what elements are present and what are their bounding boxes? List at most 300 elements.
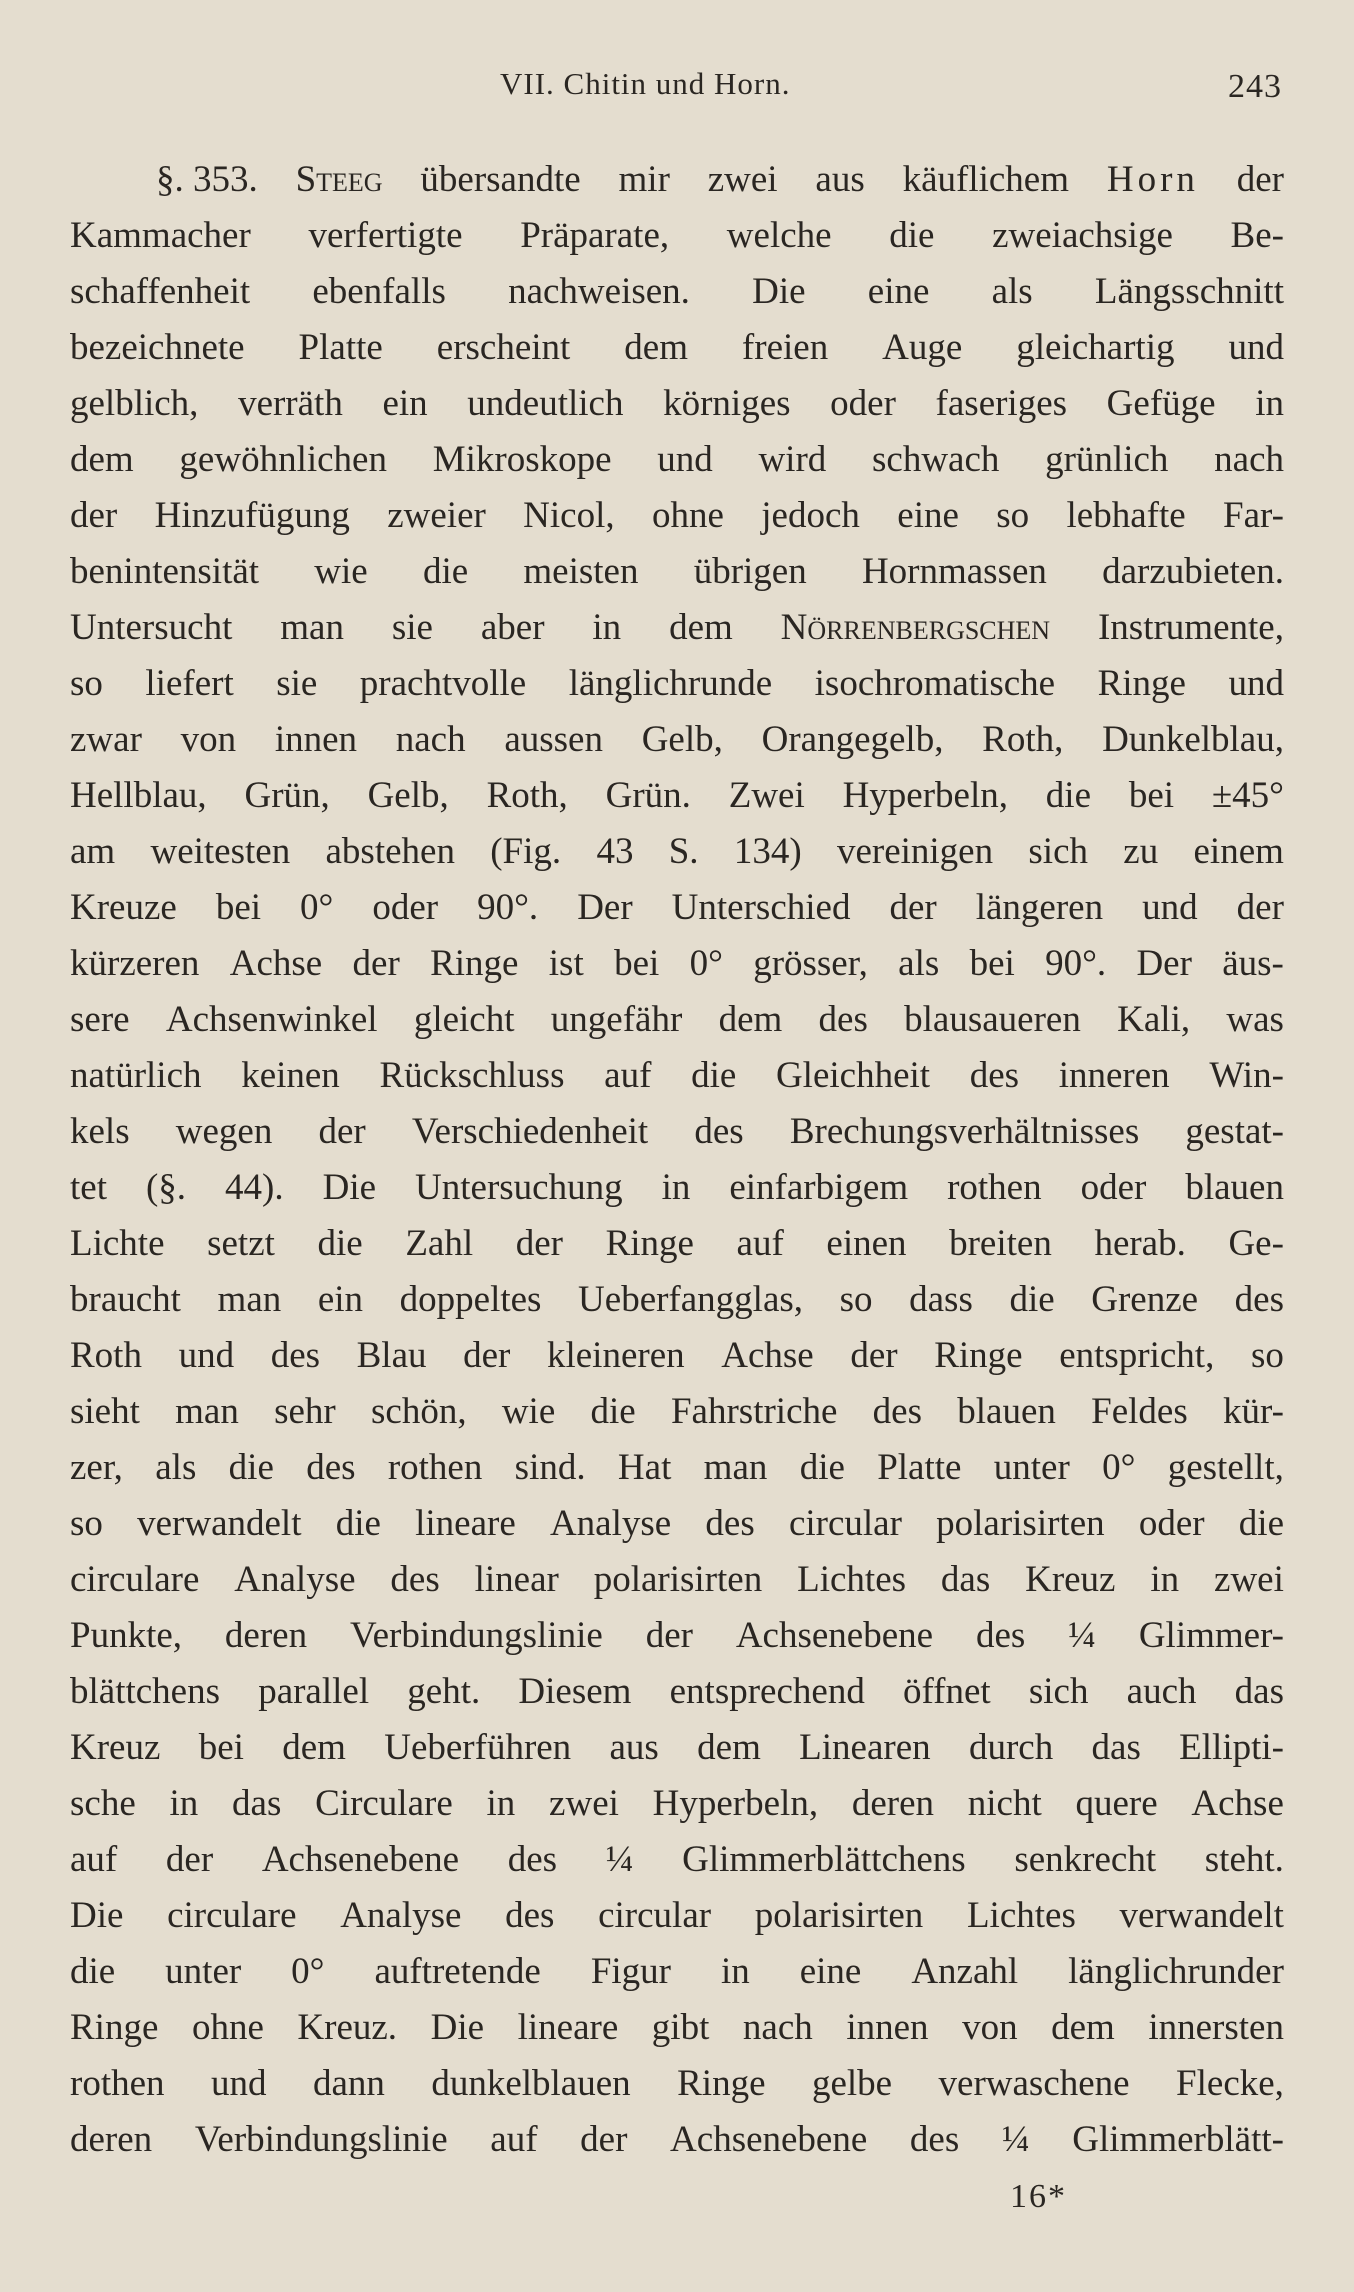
word: senkrecht	[1014, 1839, 1157, 1880]
text-line	[70, 208, 1284, 264]
word: Blau	[356, 1335, 427, 1376]
word: circular	[788, 1503, 902, 1544]
word: aussen	[504, 719, 603, 760]
word: Auge	[882, 327, 963, 368]
word: oder	[1138, 1503, 1205, 1544]
word: und	[657, 439, 713, 480]
word: Ringe	[605, 1223, 694, 1264]
text-line	[70, 1888, 1284, 1944]
word: dem	[718, 999, 783, 1040]
word: auf	[604, 1055, 652, 1096]
word: 0°	[689, 943, 723, 984]
word: circulare	[167, 1895, 297, 1936]
word: Grenze	[1091, 1279, 1199, 1320]
word: geht.	[407, 1671, 481, 1712]
word: die	[1238, 1503, 1284, 1544]
word: des	[705, 1503, 755, 1544]
text-line	[70, 992, 1284, 1048]
word: Dunkelblau,	[1102, 719, 1284, 760]
word: Hinzufügung	[154, 495, 350, 536]
word: das	[1234, 1671, 1284, 1712]
word: Roth,	[982, 719, 1064, 760]
word: Grün,	[244, 775, 330, 816]
text-line	[70, 376, 1284, 432]
word: oder	[830, 383, 896, 424]
word: das	[232, 1783, 282, 1824]
word: circulare	[70, 1559, 200, 1600]
word: wie	[314, 551, 368, 592]
text-line	[70, 824, 1284, 880]
word: Lichte	[70, 1223, 165, 1264]
word: Achsenebene	[735, 1615, 934, 1656]
word: Gleichheit	[775, 1055, 931, 1096]
word: nach	[742, 2007, 813, 2048]
word: dem	[1051, 2007, 1115, 2048]
word: verwandelt	[137, 1503, 302, 1544]
word: zwei	[707, 159, 778, 200]
text-line	[70, 1664, 1284, 1720]
word: lineare	[415, 1503, 516, 1544]
text-line	[70, 1216, 1284, 1272]
word: Punkte,	[70, 1615, 183, 1656]
word: benintensität	[70, 551, 260, 592]
word: als	[991, 271, 1033, 312]
word: und	[1228, 663, 1284, 704]
word: Feldes	[1091, 1391, 1188, 1432]
word: so	[996, 495, 1030, 536]
word: kür-	[1222, 1391, 1284, 1432]
word: rothen	[387, 1447, 483, 1488]
word: schaffenheit	[70, 271, 251, 312]
word: Ringe	[934, 1335, 1023, 1376]
word: man	[280, 607, 344, 648]
word: Be-	[1230, 215, 1284, 256]
word: Linearen	[799, 1727, 931, 1768]
word: die	[70, 1951, 116, 1992]
text-line	[70, 1832, 1284, 1888]
word: Kali,	[1117, 999, 1191, 1040]
word: Untersucht	[70, 607, 233, 648]
word: in	[720, 1951, 750, 1992]
word: der	[850, 1335, 898, 1376]
word: Verbindungslinie	[349, 1615, 603, 1656]
text-line	[70, 1048, 1284, 1104]
word: braucht	[70, 1279, 181, 1320]
text-line	[70, 1160, 1284, 1216]
word: wegen	[175, 1111, 273, 1152]
word: Hat	[617, 1447, 672, 1488]
word: Glimmerblätt-	[1072, 2119, 1284, 2160]
word: innen	[274, 719, 358, 760]
word: der	[352, 943, 400, 984]
word: kels	[70, 1111, 130, 1152]
word: §. 353.	[156, 159, 258, 200]
word: ebenfalls	[312, 271, 446, 312]
word: dem	[624, 327, 688, 368]
word: die	[590, 1391, 636, 1432]
word: eine	[897, 495, 959, 536]
word: gleicht	[413, 999, 515, 1040]
word: wird	[758, 439, 827, 480]
word: schön,	[371, 1391, 467, 1432]
word: Orangegelb,	[761, 719, 944, 760]
word: so	[70, 663, 103, 704]
word: grösser,	[753, 943, 868, 984]
word: sie	[391, 607, 433, 648]
word: sere	[70, 999, 130, 1040]
word: dem	[697, 1727, 761, 1768]
word: Kreuz	[1025, 1559, 1116, 1600]
word: unter	[165, 1951, 242, 1992]
word: übersandte	[420, 159, 581, 200]
text-line	[70, 264, 1284, 320]
word: Präparate,	[520, 215, 670, 256]
word: Achsenebene	[670, 2119, 868, 2160]
word: Unterschied	[671, 887, 851, 928]
word: bei	[215, 887, 262, 928]
word: rothen	[70, 2063, 165, 2104]
word: die	[317, 1223, 363, 1264]
text-line	[70, 1552, 1284, 1608]
word: der	[645, 1615, 693, 1656]
word: Gefüge	[1106, 383, 1216, 424]
word: meisten	[523, 551, 639, 592]
word: Ueberfangglas,	[578, 1279, 804, 1320]
text-line	[70, 768, 1284, 824]
word: einfarbigem	[729, 1167, 909, 1208]
word: in	[486, 1783, 516, 1824]
text-line	[70, 2056, 1284, 2112]
word: das	[940, 1559, 991, 1600]
word: dann	[312, 2063, 385, 2104]
word: auf	[736, 1223, 784, 1264]
word: (Fig.	[490, 831, 562, 872]
word: auf	[490, 2119, 538, 2160]
word: 134)	[733, 831, 802, 872]
word: tet	[70, 1167, 107, 1208]
word: Gelb,	[367, 775, 449, 816]
word: eine	[867, 271, 930, 312]
word: des	[390, 1559, 440, 1600]
word: liefert	[145, 663, 234, 704]
word: prachtvolle	[359, 663, 527, 704]
word: (§.	[145, 1167, 187, 1208]
word: Kreuz.	[297, 2007, 398, 2048]
word: käuflichem	[902, 159, 1070, 200]
word: Ringe	[677, 2063, 766, 2104]
text-line	[70, 936, 1284, 992]
word: Hyperbeln,	[842, 775, 1008, 816]
word: des	[969, 1055, 1020, 1096]
word: breiten	[949, 1223, 1052, 1264]
word: ¼	[605, 1839, 634, 1880]
word: und	[210, 2063, 267, 2104]
word: das	[1091, 1727, 1141, 1768]
word: verräth	[238, 383, 343, 424]
word: körniges	[663, 383, 791, 424]
text-line	[70, 656, 1284, 712]
word: des	[818, 999, 868, 1040]
word: Nicol,	[523, 495, 615, 536]
word: sieht	[70, 1391, 140, 1432]
word: Anzahl	[911, 1951, 1019, 1992]
text-line	[70, 1384, 1284, 1440]
word: S.	[668, 831, 699, 872]
word: abstehen	[325, 831, 455, 872]
word: und	[1228, 327, 1284, 368]
word: der	[318, 1111, 366, 1152]
word: oder	[372, 887, 439, 928]
word: die	[335, 1503, 381, 1544]
word: 0°	[291, 1951, 325, 1992]
word: mir	[618, 159, 670, 200]
word: Der	[1136, 943, 1192, 984]
word: gibt	[651, 2007, 710, 2048]
word: Nörrenbergschen	[780, 607, 1051, 648]
word: Hyperbeln,	[652, 1783, 819, 1824]
word: Horn	[1106, 159, 1199, 200]
word: Ringe	[70, 2007, 159, 2048]
word: einem	[1193, 831, 1284, 872]
word: erscheint	[436, 327, 571, 368]
word: man	[217, 1279, 282, 1320]
word: Achse	[721, 1335, 814, 1376]
text-line	[70, 880, 1284, 936]
text-line	[70, 600, 1284, 656]
word: Ringe	[430, 943, 519, 984]
word: am	[70, 831, 116, 872]
word: des	[507, 1839, 558, 1880]
word: Kreuze	[70, 887, 177, 928]
word: setzt	[207, 1223, 275, 1264]
word: Der	[577, 887, 633, 928]
word: polarisirten	[754, 1895, 924, 1936]
word: circular	[598, 1895, 712, 1936]
word: übrigen	[693, 551, 807, 592]
word: gelbe	[811, 2063, 893, 2104]
word: die	[1045, 775, 1091, 816]
word: des	[975, 1615, 1026, 1656]
word: quere	[1075, 1783, 1158, 1824]
word: nicht	[967, 1783, 1042, 1824]
word: nach	[395, 719, 466, 760]
word: Mikroskope	[432, 439, 612, 480]
word: nach	[1214, 439, 1284, 480]
word: vereinigen	[836, 831, 994, 872]
word: ohne	[191, 2007, 264, 2048]
word: in	[592, 607, 622, 648]
word: länglichrunde	[568, 663, 773, 704]
word: aus	[815, 159, 865, 200]
word: Die	[322, 1167, 377, 1208]
word: Achsenebene	[261, 1839, 460, 1880]
word: als	[155, 1447, 197, 1488]
word: die	[691, 1055, 737, 1096]
word: oder	[1080, 1167, 1147, 1208]
word: ein	[382, 383, 428, 424]
word: rothen	[947, 1167, 1042, 1208]
word: dass	[909, 1279, 973, 1320]
word: zwei	[549, 1783, 619, 1824]
word: Glimmerblättchens	[682, 1839, 966, 1880]
word: keinen	[241, 1055, 340, 1096]
page-number: 243	[1228, 68, 1282, 105]
word: 44).	[225, 1167, 284, 1208]
word: der	[580, 2119, 628, 2160]
word: verwaschene	[938, 2063, 1130, 2104]
word: polarisirten	[936, 1503, 1105, 1544]
word: dem	[282, 1727, 346, 1768]
word: lebhafte	[1066, 495, 1186, 536]
word: isochromatische	[814, 663, 1056, 704]
word: der	[1236, 887, 1284, 928]
word: Ellipti-	[1179, 1727, 1284, 1768]
text-line	[70, 1328, 1284, 1384]
word: Steeg	[295, 159, 383, 200]
word: Die	[70, 1895, 124, 1936]
word: entsprechend	[669, 1671, 865, 1712]
word: blauen	[957, 1391, 1056, 1432]
word: auftretende	[374, 1951, 541, 1992]
word: parallel	[258, 1671, 370, 1712]
text-line	[70, 2112, 1284, 2168]
text-line	[70, 2000, 1284, 2056]
text-line	[70, 1272, 1284, 1328]
word: Verbindungslinie	[194, 2119, 448, 2160]
word: der	[1236, 159, 1284, 200]
word: Instrumente,	[1097, 607, 1284, 648]
word: zwar	[70, 719, 142, 760]
word: so	[839, 1279, 873, 1320]
word: polarisirten	[593, 1559, 763, 1600]
word: sehr	[274, 1391, 336, 1432]
text-line	[70, 152, 1284, 208]
word: Ringe	[1097, 663, 1186, 704]
word: Lichtes	[966, 1895, 1076, 1936]
word: Analyse	[340, 1895, 462, 1936]
signature-mark: 16*	[1010, 2178, 1067, 2215]
word: sich	[1028, 831, 1088, 872]
word: in	[661, 1167, 691, 1208]
word: des	[505, 1895, 555, 1936]
word: kleineren	[546, 1335, 685, 1376]
word: die	[799, 1447, 845, 1488]
word: doppeltes	[399, 1279, 542, 1320]
word: grünlich	[1045, 439, 1169, 480]
word: ungefähr	[550, 999, 683, 1040]
word: zu	[1123, 831, 1159, 872]
word: inneren	[1058, 1055, 1170, 1096]
word: aus	[609, 1727, 659, 1768]
word: in	[1255, 383, 1284, 424]
word: längeren	[975, 887, 1104, 928]
word: faseriges	[935, 383, 1068, 424]
word: schwach	[872, 439, 1000, 480]
text-line	[70, 432, 1284, 488]
word: gewöhnlichen	[179, 439, 387, 480]
word: blauen	[1185, 1167, 1284, 1208]
word: Kreuz	[70, 1727, 161, 1768]
word: der	[515, 1223, 563, 1264]
word: Ueberführen	[384, 1727, 572, 1768]
running-head: VII. Chitin und Horn.	[500, 66, 791, 101]
word: länglichrunder	[1068, 1951, 1284, 1992]
word: Fahrstriche	[670, 1391, 838, 1432]
word: Win-	[1209, 1055, 1284, 1096]
word: verfertigte	[308, 215, 463, 256]
text-line	[70, 712, 1284, 768]
word: sche	[70, 1783, 136, 1824]
word: die	[422, 551, 469, 592]
word: auf	[70, 1839, 118, 1880]
word: Achse	[229, 943, 323, 984]
word: in	[169, 1783, 199, 1824]
word: der	[70, 495, 118, 536]
word: Roth,	[486, 775, 568, 816]
word: und	[1142, 887, 1198, 928]
body-text	[70, 152, 1284, 2168]
text-line	[70, 488, 1284, 544]
text-line	[70, 544, 1284, 600]
word: gestat-	[1185, 1111, 1284, 1152]
word: des	[306, 1447, 356, 1488]
word: ¼	[1001, 2119, 1030, 2160]
word: deren	[70, 2119, 153, 2160]
word: bei	[614, 943, 660, 984]
word: gelblich,	[70, 383, 199, 424]
word: unter	[993, 1447, 1070, 1488]
word: Diesem	[518, 1671, 632, 1712]
word: Längsschnitt	[1094, 271, 1284, 312]
word: natürlich	[70, 1055, 202, 1096]
word: lineare	[517, 2007, 619, 2048]
word: des	[694, 1111, 744, 1152]
word: Hornmassen	[861, 551, 1047, 592]
word: durch	[968, 1727, 1054, 1768]
word: zweier	[387, 495, 486, 536]
word: auch	[1126, 1671, 1197, 1712]
word: blättchens	[70, 1671, 221, 1712]
word: sich	[1028, 1671, 1089, 1712]
word: ohne	[651, 495, 724, 536]
text-line	[70, 1608, 1284, 1664]
word: in	[1150, 1559, 1180, 1600]
text-line	[70, 1104, 1284, 1160]
word: 43	[596, 831, 634, 872]
word: Zwei	[728, 775, 805, 816]
word: was	[1226, 999, 1284, 1040]
word: öffnet	[903, 1671, 991, 1712]
word: Die	[430, 2007, 485, 2048]
word: des	[1234, 1279, 1284, 1320]
word: Circulare	[315, 1783, 453, 1824]
word: weitesten	[150, 831, 291, 872]
word: steht.	[1204, 1839, 1284, 1880]
word: Platte	[877, 1447, 962, 1488]
word: eine	[799, 1951, 862, 1992]
word: und	[178, 1335, 235, 1376]
word: von	[962, 2007, 1018, 2048]
word: dunkelblauen	[431, 2063, 631, 2104]
word: linear	[474, 1559, 559, 1600]
word: Hellblau,	[70, 775, 207, 816]
word: Gelb,	[641, 719, 723, 760]
word: bei	[198, 1727, 244, 1768]
word: die	[228, 1447, 274, 1488]
word: zer,	[70, 1447, 123, 1488]
word: 90°.	[477, 887, 539, 928]
word: man	[703, 1447, 768, 1488]
